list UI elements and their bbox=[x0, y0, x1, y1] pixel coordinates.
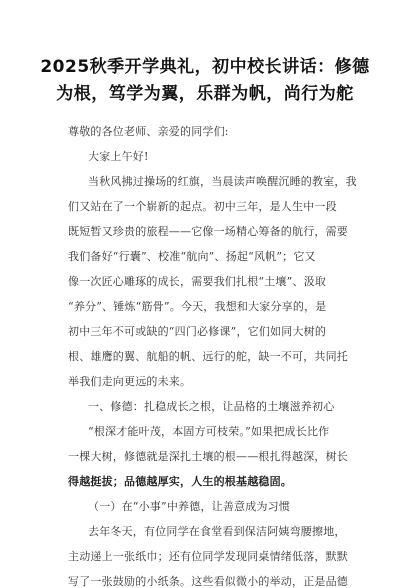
greeting: 大家上午好! bbox=[88, 150, 149, 163]
subsection-heading: （一）在“小事”中养德，让善意成为习惯 bbox=[88, 500, 291, 513]
body-line: 去年冬天，有位同学在食堂看到保洁阿姨弯腰擦地， bbox=[88, 525, 346, 538]
document-title-line-2: 为根，笃学为翼，乐群为帆，尚行为舵 bbox=[56, 84, 354, 104]
body-line: 写了一张鼓励的小纸条。这些看似微小的举动，正是品德 bbox=[68, 575, 348, 588]
body-line: 一棵大树，修德就是深扎土壤的根——根扎得越深，树长 bbox=[68, 450, 348, 463]
body-line: 得越挺拔；品德越厚实，人生的根基越稳固。 bbox=[68, 475, 292, 488]
body-line: 们又站在了一个崭新的起点。初中三年，是人生中一段 bbox=[68, 200, 337, 213]
section-heading: 一、修德：扎稳成长之根，让品格的土壤滋养初心 bbox=[88, 400, 335, 413]
salutation: 尊敬的各位老师、亲爱的同学们: bbox=[68, 125, 229, 138]
body-line: 当秋风拂过操场的红旗，当晨读声唤醒沉睡的教室，我 bbox=[88, 175, 357, 188]
body-line: 初中三年不可或缺的“四门必修课”，它们如同大树的 bbox=[68, 325, 327, 338]
body-line: 我们备好“行囊”、校准“航向”、扬起“风帆”；它又 bbox=[68, 250, 316, 263]
body-line: 根、雄鹰的翼、航船的帆、远行的舵，缺一不可，共同托 bbox=[68, 350, 348, 363]
body-line: 像一次匠心雕琢的成长，需要我们扎根“土壤”、汲取 bbox=[68, 275, 327, 288]
document-title-line-1: 2025秋季开学典礼，初中校长讲话：修德 bbox=[40, 57, 370, 77]
body-line: “养分”、锤炼“筋骨”。今天，我想和大家分享的，是 bbox=[68, 300, 327, 313]
body-line: 既短暂又珍贵的旅程——它像一场精心筹备的航行，需要 bbox=[68, 225, 348, 238]
body-line: “根深才能叶茂，本固方可枝荣。”如果把成长比作 bbox=[88, 425, 330, 438]
body-line: 举我们走向更远的未来。 bbox=[68, 375, 192, 388]
body-line: 主动递上一张纸巾；还有位同学发现同桌情绪低落，默默 bbox=[68, 550, 348, 563]
